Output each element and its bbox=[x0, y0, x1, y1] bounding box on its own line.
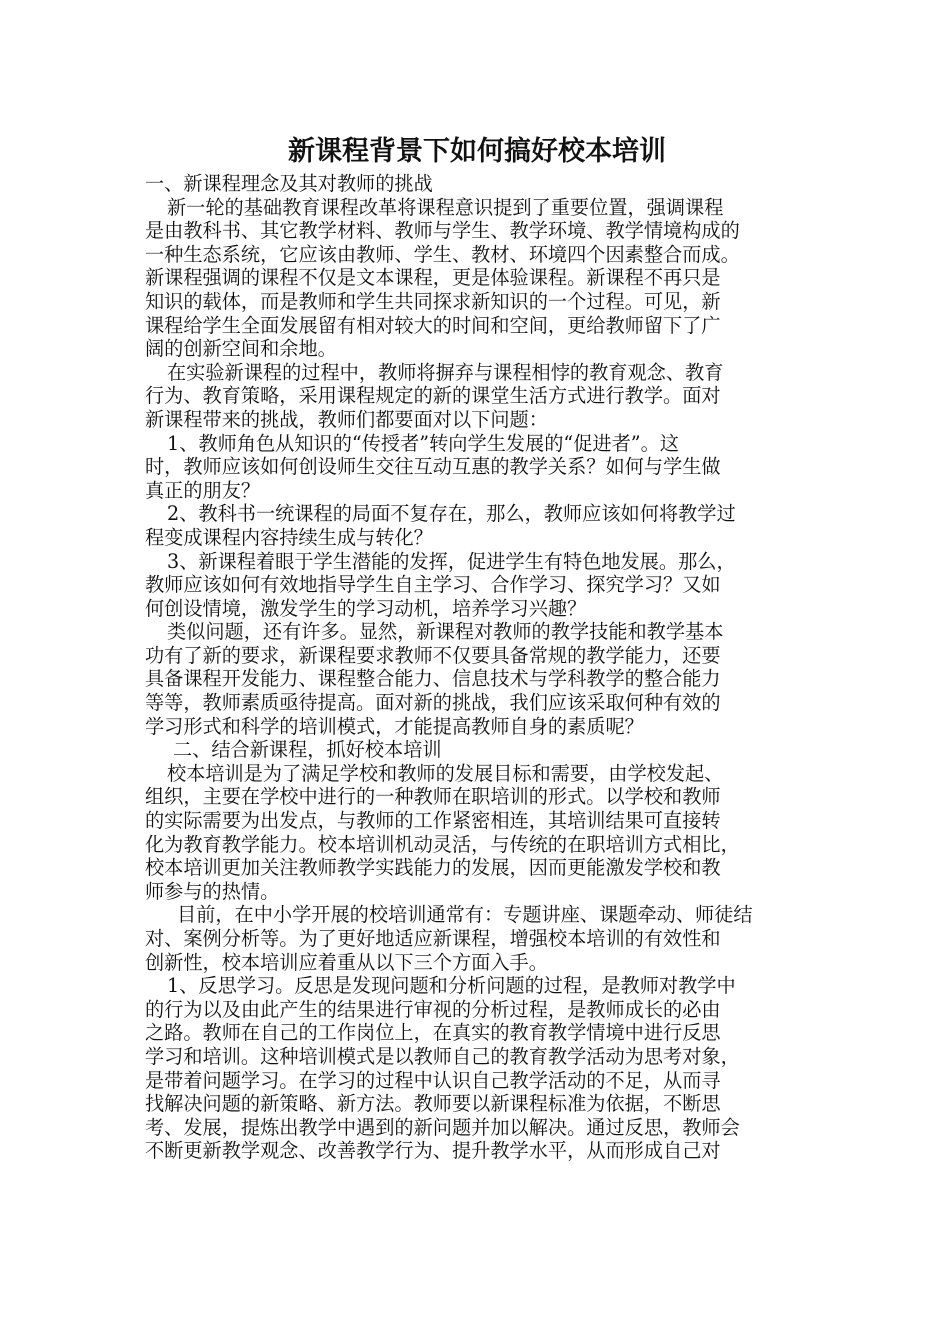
text-line: 类似问题，还有许多。显然，新课程对教师的教学技能和教学基本 bbox=[167, 620, 724, 644]
text-line: 真正的朋友？ bbox=[145, 478, 261, 502]
text-line: 的行为以及由此产生的结果进行审视的分析过程，是教师成长的必由 bbox=[145, 997, 721, 1021]
text-line: 功有了新的要求，新课程要求教师不仅要具备常规的教学能力，还要 bbox=[145, 643, 721, 667]
text-line: 不断更新教学观念、改善教学行为、提升教学水平，从而形成自己对 bbox=[145, 1139, 721, 1163]
text-line: 化为教育教学能力。校本培训机动灵活，与传统的在职培训方式相比， bbox=[145, 832, 740, 856]
text-line: 在实验新课程的过程中，教师将摒弃与课程相悖的教育观念、教育 bbox=[167, 360, 724, 384]
text-line: 知识的载体，而是教师和学生共同探求新知识的一个过程。可见，新 bbox=[145, 289, 721, 313]
text-line: 一种生态系统，它应该由教师、学生、教材、环境四个因素整合而成。 bbox=[145, 242, 740, 266]
text-line: 找解决问题的新策略、新方法。教师要以新课程标准为依据，不断思 bbox=[145, 1092, 721, 1116]
text-line: 师参与的热情。 bbox=[145, 879, 280, 903]
text-line: 具备课程开发能力、课程整合能力、信息技术与学科教学的整合能力 bbox=[145, 667, 721, 691]
text-line: 创新性，校本培训应着重从以下三个方面入手。 bbox=[145, 950, 548, 974]
text-line: 行为、教育策略，采用课程规定的新的课堂生活方式进行教学。面对 bbox=[145, 384, 721, 408]
document-body bbox=[145, 172, 809, 1163]
text-line: 新课程强调的课程不仅是文本课程，更是体验课程。新课程不再只是 bbox=[145, 266, 721, 290]
text-line: 二、结合新课程，抓好校本培训 bbox=[173, 738, 442, 762]
text-line: 一、新课程理念及其对教师的挑战 bbox=[145, 172, 433, 195]
text-line: 时，教师应该如何创设师生交往互动互惠的教学关系？如何与学生做 bbox=[145, 455, 721, 479]
document-page bbox=[145, 132, 809, 1163]
text-line: 的实际需要为出发点，与教师的工作紧密相连，其培训结果可直接转 bbox=[145, 809, 721, 833]
text-line: 学习形式和科学的培训模式，才能提高教师自身的素质呢？ bbox=[145, 714, 644, 738]
text-line: 对、案例分析等。为了更好地适应新课程，增强校本培训的有效性和 bbox=[145, 927, 721, 950]
text-line: 组织，主要在学校中进行的一种教师在职培训的形式。以学校和教师 bbox=[145, 785, 721, 809]
text-line: 1、教师角色从知识的“传授者”转向学生发展的“促进者”。这 bbox=[167, 431, 679, 455]
text-line: 3、新课程着眼于学生潜能的发挥，促进学生有特色地发展。那么， bbox=[167, 549, 736, 573]
text-line: 校本培训更加关注教师教学实践能力的发展，因而更能激发学校和教 bbox=[145, 856, 721, 880]
text-line: 等等，教师素质亟待提高。面对新的挑战，我们应该采取何种有效的 bbox=[145, 691, 721, 715]
text-line: 1、反思学习。反思是发现问题和分析问题的过程，是教师对教学中 bbox=[167, 974, 736, 998]
text-line: 何创设情境，激发学生的学习动机，培养学习兴趣？ bbox=[145, 596, 587, 620]
text-line: 新一轮的基础教育课程改革将课程意识提到了重要位置，强调课程 bbox=[167, 195, 724, 219]
text-line: 教师应该如何有效地指导学生自主学习、合作学习、探究学习？又如 bbox=[145, 573, 721, 597]
text-line: 课程给学生全面发展留有相对较大的时间和空间，更给教师留下了广 bbox=[145, 313, 721, 337]
text-line: 新课程带来的挑战，教师们都要面对以下问题： bbox=[145, 407, 548, 431]
text-line: 阔的创新空间和余地。 bbox=[145, 337, 337, 361]
text-line: 校本培训是为了满足学校和教师的发展目标和需要，由学校发起、 bbox=[167, 761, 724, 785]
text-line: 之路。教师在自己的工作岗位上，在真实的教育教学情境中进行反思 bbox=[145, 1021, 721, 1045]
text-line: 考、发展，提炼出教学中遇到的新问题并加以解决。通过反思，教师会 bbox=[145, 1115, 740, 1139]
text-line: 目前，在中小学开展的校培训通常有：专题讲座、课题牵动、师徒结 bbox=[177, 903, 753, 927]
text-line: 学习和培训。这种培训模式是以教师自己的教育教学活动为思考对象， bbox=[145, 1044, 740, 1068]
document-title: 新课程背景下如何搞好校本培训 bbox=[288, 136, 666, 167]
text-line: 2、教科书一统课程的局面不复存在，那么，教师应该如何将教学过 bbox=[167, 502, 736, 526]
text-line: 是带着问题学习。在学习的过程中认识自己教学活动的不足，从而寻 bbox=[145, 1068, 721, 1092]
text-line: 程变成课程内容持续生成与转化？ bbox=[145, 525, 433, 549]
text-line: 是由教科书、其它教学材料、教师与学生、教学环境、教学情境构成的 bbox=[145, 219, 740, 243]
